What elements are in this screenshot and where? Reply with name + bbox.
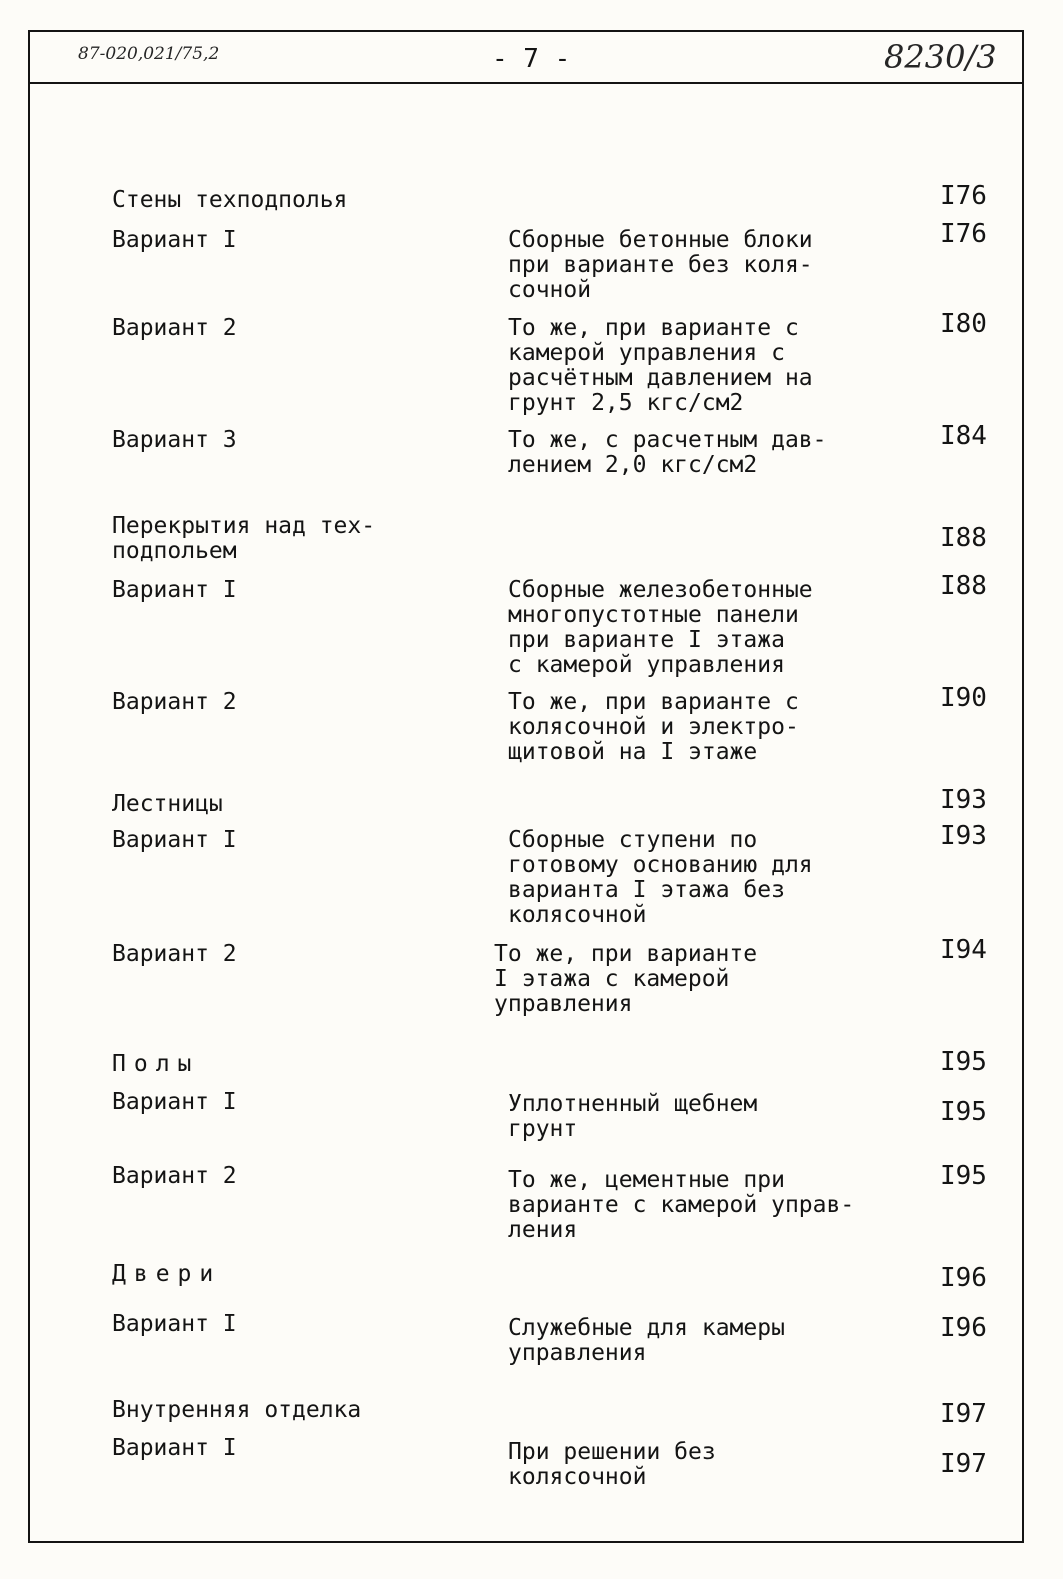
variant-label: Вариант I [112,1089,237,1115]
variant-label: Вариант I [112,1435,237,1461]
variant-description: То же, с расчетным дав- лением 2,0 кгс/см2 [508,427,827,478]
header-divider [28,82,1024,84]
variant-page: I95 [940,1097,987,1127]
section-page: I95 [940,1047,987,1077]
section-title: Полы [112,1051,200,1077]
variant-page: I80 [940,309,987,339]
section-title: Лестницы [112,791,223,817]
variant-description: Сборные бетонные блоки при варианте без коля- сочной [508,227,813,303]
section-page: I93 [940,785,987,815]
section-title: Стены техподполья [112,187,348,213]
variant-page: I90 [940,683,987,713]
variant-label: Вариант I [112,1311,237,1337]
variant-page: I95 [940,1161,987,1191]
variant-label: Вариант I [112,227,237,253]
variant-description: При решении без колясочной [508,1439,716,1490]
variant-label: Вариант I [112,827,237,853]
section-title: Перекрытия над тех- подпольем [112,513,376,564]
document-code: 87-020,021/75,2 [78,44,220,64]
variant-label: Вариант 3 [112,427,237,453]
section-page: I97 [940,1399,987,1429]
variant-page: I94 [940,935,987,965]
variant-description: То же, цементные при варианте с камерой управ- ления [508,1167,855,1243]
variant-description: Уплотненный щебнем грунт [508,1091,758,1142]
variant-page: I93 [940,821,987,851]
section-page: I96 [940,1263,987,1293]
variant-description: То же, при варианте I этажа с камерой управления [494,941,758,1017]
variant-page: I76 [940,219,987,249]
variant-description: То же, при варианте с колясочной и электро- щитовой на I этаже [508,689,799,765]
variant-label: Вариант 2 [112,689,237,715]
variant-page: I96 [940,1313,987,1343]
variant-page: I84 [940,421,987,451]
section-title: Двери [112,1261,222,1287]
variant-page: I88 [940,571,987,601]
archive-number: 8230/3 [884,38,997,76]
section-page: I76 [940,181,987,211]
section-page: I88 [940,523,987,553]
variant-description: Сборные железобетонные многопустотные панели при варианте I этажа с камерой управления [508,577,813,678]
page-number: - 7 - [492,44,571,74]
variant-label: Вариант I [112,577,237,603]
variant-label: Вариант 2 [112,1163,237,1189]
variant-description: Служебные для камеры управления [508,1315,785,1366]
variant-page: I97 [940,1449,987,1479]
variant-label: Вариант 2 [112,941,237,967]
variant-description: То же, при варианте с камерой управления с расчётным давлением на грунт 2,5 кгс/см2 [508,315,813,416]
variant-label: Вариант 2 [112,315,237,341]
variant-description: Сборные ступени по готовому основанию для варианта I этажа без колясочной [508,827,813,928]
section-title: Внутренняя отделка [112,1397,362,1423]
